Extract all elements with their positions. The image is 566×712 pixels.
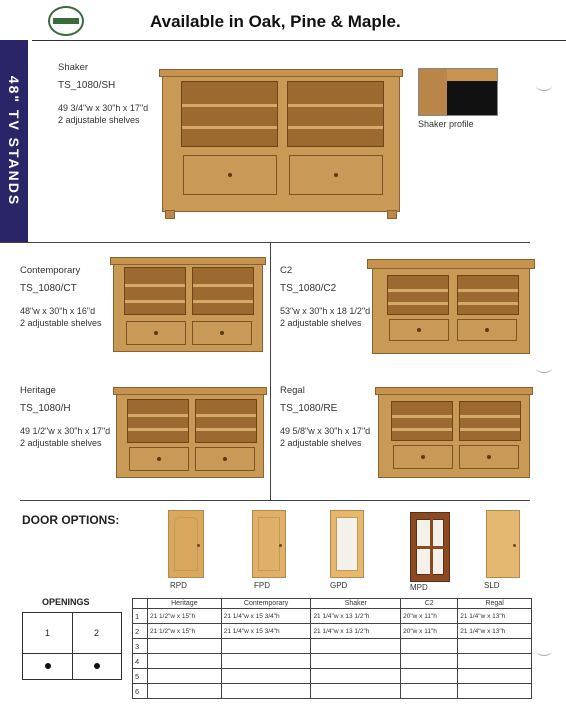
product-dims-heritage: 49 1/2"w x 30"h x 17"d [20, 426, 111, 436]
table-row-number: 6 [133, 684, 148, 699]
section-divider [0, 242, 530, 243]
product-image-heritage [116, 390, 264, 478]
shaker-profile-label: Shaker profile [418, 119, 474, 129]
sidebar-title: 48" TV STANDS [6, 75, 22, 207]
table-cell [148, 654, 222, 669]
product-name-heritage: Heritage [20, 385, 56, 396]
column-divider [270, 242, 271, 500]
table-cell: 21 1/4"w x 13"h [458, 609, 532, 624]
product-name-shaker: Shaker [58, 62, 89, 73]
product-image-c2 [372, 262, 530, 354]
table-cell [311, 669, 401, 684]
product-code-c2: TS_1080/C2 [280, 283, 337, 294]
opening-knob-1 [23, 653, 73, 679]
table-cell: 21 1/4"w x 15 3/4"h [221, 624, 311, 639]
product-image-contemporary [113, 260, 263, 352]
product-shelves-regal: 2 adjustable shelves [280, 438, 362, 448]
product-dims-regal: 49 5/8"w x 30"h x 17"d [280, 426, 371, 436]
table-row [133, 609, 532, 624]
table-cell: 20"w x 11"h [401, 624, 458, 639]
opening-cell-1: 1 [23, 613, 73, 654]
table-cell [221, 669, 311, 684]
door-label-fpd: FPD [254, 581, 270, 590]
table-row [133, 684, 532, 699]
door-rpd-image [168, 510, 204, 578]
product-code-shaker: TS_1080/SH [58, 80, 116, 91]
opening-knob-2 [72, 653, 121, 679]
table-cell [401, 684, 458, 699]
table-row [133, 669, 532, 684]
product-dims-contemporary: 48"w x 30"h x 16"d [20, 306, 96, 316]
logo-seal-icon [48, 6, 84, 36]
table-cell [311, 654, 401, 669]
table-cell: 21 1/4"w x 15 3/4"h [221, 609, 311, 624]
table-row-number: 5 [133, 669, 148, 684]
table-header: Contemporary [221, 599, 311, 609]
table-cell [221, 684, 311, 699]
table-cell: 21 1/2"w x 15"h [148, 624, 222, 639]
page-headline: Available in Oak, Pine & Maple. [150, 12, 401, 31]
table-cell [458, 639, 532, 654]
door-label-gpd: GPD [330, 581, 348, 590]
table-cell: 21 1/4"w x 13 1/2"h [311, 609, 401, 624]
table-cell [401, 654, 458, 669]
table-cell: 21 1/2"w x 15"h [148, 609, 222, 624]
product-shelves-shaker: 2 adjustable shelves [58, 115, 140, 125]
section-divider [20, 500, 530, 501]
door-gpd-image [330, 510, 364, 578]
product-code-regal: TS_1080/RE [280, 403, 338, 414]
product-code-contemporary: TS_1080/CT [20, 283, 77, 294]
table-row [133, 639, 532, 654]
product-dims-shaker: 49 3/4"w x 30"h x 17"d [58, 103, 149, 113]
table-row-number: 1 [133, 609, 148, 624]
door-label-mpd: MPD [410, 583, 428, 592]
table-row-number: 4 [133, 654, 148, 669]
table-header: Regal [458, 599, 532, 609]
table-cell: 21 1/4"w x 13"h [458, 624, 532, 639]
table-cell [458, 654, 532, 669]
table-cell [148, 669, 222, 684]
openings-table [132, 598, 532, 699]
table-row [133, 654, 532, 669]
table-header: C2 [401, 599, 458, 609]
table-header: Shaker [311, 599, 401, 609]
product-name-regal: Regal [280, 385, 305, 396]
table-cell [311, 684, 401, 699]
table-cell [148, 639, 222, 654]
door-options-title: DOOR OPTIONS: [22, 513, 120, 527]
table-cell [401, 669, 458, 684]
table-cell [458, 684, 532, 699]
table-row-number: 3 [133, 639, 148, 654]
table-cell [401, 639, 458, 654]
openings-title: OPENINGS [42, 597, 90, 607]
door-label-sld: SLD [484, 581, 500, 590]
door-label-rpd: RPD [170, 581, 187, 590]
openings-diagram [22, 612, 122, 680]
product-dims-c2: 53"w x 30"h x 18 1/2"d [280, 306, 371, 316]
product-name-c2: C2 [280, 265, 293, 276]
door-mpd-image [410, 512, 450, 582]
table-cell [148, 684, 222, 699]
table-row [133, 624, 532, 639]
door-sld-image [486, 510, 520, 578]
product-shelves-c2: 2 adjustable shelves [280, 318, 362, 328]
table-cell [311, 639, 401, 654]
table-cell [221, 654, 311, 669]
table-row-number: 2 [133, 624, 148, 639]
product-shelves-heritage: 2 adjustable shelves [20, 438, 102, 448]
product-image-shaker [162, 72, 400, 212]
door-fpd-image [252, 510, 286, 578]
table-cell [458, 669, 532, 684]
shaker-profile-image [418, 68, 498, 116]
header-rule [32, 40, 566, 41]
table-header-blank [133, 599, 148, 609]
opening-cell-2: 2 [72, 613, 121, 654]
table-cell: 20"w x 11"h [401, 609, 458, 624]
product-code-heritage: TS_1080/H [20, 403, 71, 414]
table-cell: 21 1/4"w x 13 1/2"h [311, 624, 401, 639]
product-shelves-contemporary: 2 adjustable shelves [20, 318, 102, 328]
table-header: Heritage [148, 599, 222, 609]
product-name-contemporary: Contemporary [20, 265, 81, 276]
product-image-regal [378, 390, 530, 478]
table-cell [221, 639, 311, 654]
category-sidebar [0, 40, 28, 242]
